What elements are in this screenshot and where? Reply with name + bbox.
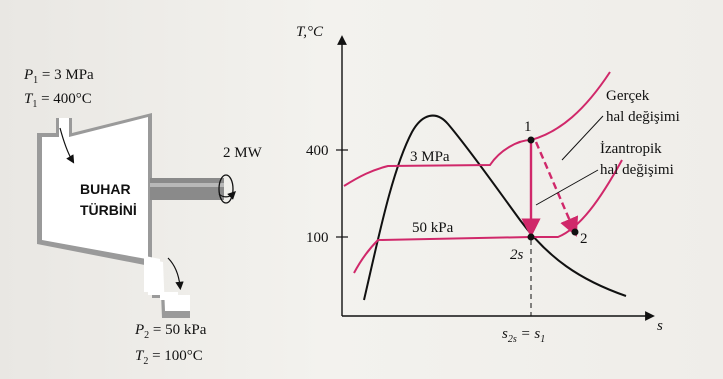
state-2s-label: 2s: [510, 247, 524, 263]
outlet-temperature-label: $T_2 = 100^\circ C$: [135, 348, 203, 367]
actual-process-label-line2: hal değişimi: [606, 109, 680, 125]
turbine-shaft: [150, 175, 233, 203]
actual-process-label-line1: Gerçek: [606, 88, 650, 104]
state-2-point: [572, 229, 579, 236]
y-tick-100: 100: [306, 230, 329, 246]
state-1-label: 1: [524, 119, 532, 135]
outlet-pressure-label: $P_2 = 50$ kPa: [135, 322, 207, 341]
actual-process-line: [536, 142, 573, 228]
y-axis-label: T,°C: [296, 24, 323, 40]
actual-process-leader: [562, 116, 603, 160]
isentropic-process-leader: [536, 170, 598, 205]
power-output-label: 2 MW: [223, 145, 262, 161]
s-tick-label: $s_{2s} = s_1$: [502, 326, 546, 345]
isentropic-process-label-line1: İzantropik: [600, 141, 662, 157]
state-2-label: 2: [580, 231, 588, 247]
turbine-name-line2: TÜRBİNİ: [80, 202, 137, 218]
inlet-temperature-label: $T_1 = 400^\circ C$: [24, 91, 92, 110]
isentropic-process-label-line2: hal değişimi: [600, 162, 674, 178]
y-tick-400: 400: [306, 143, 329, 159]
saturation-dome: [364, 116, 626, 300]
x-axis-label: s: [657, 318, 663, 334]
state-1-point: [528, 137, 535, 144]
isobar-high-label: 3 MPa: [410, 149, 450, 165]
turbine-name-line1: BUHAR: [80, 181, 131, 197]
isobar-low-label: 50 kPa: [412, 220, 454, 236]
inlet-pressure-label: $P_1 = 3$ MPa: [24, 67, 94, 86]
isobar-3mpa: [344, 72, 610, 186]
state-2s-point: [528, 234, 535, 241]
